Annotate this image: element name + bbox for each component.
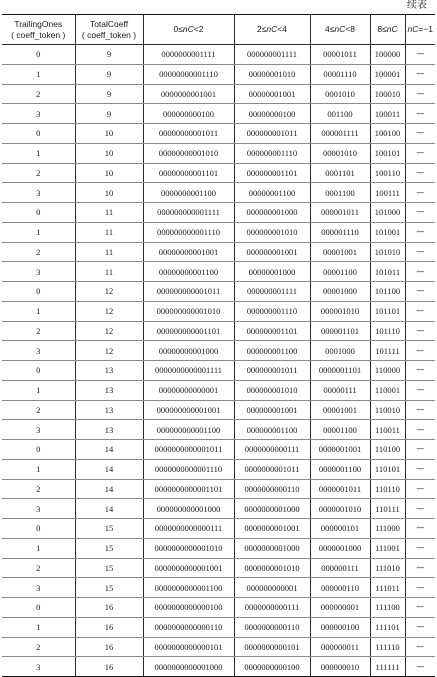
trailing-ones-cell: 3 <box>2 499 75 519</box>
trailing-ones-cell: 2 <box>2 400 75 420</box>
code-nc-0-2-cell: 00000000001000 <box>143 341 234 361</box>
code-nc-0-2-cell: 0000000000001100 <box>143 578 234 598</box>
trailing-ones-cell: 0 <box>2 203 75 223</box>
code-nc-minus-1-cell: — <box>405 598 435 618</box>
total-coeff-cell: 11 <box>75 262 143 282</box>
table-row <box>2 578 435 598</box>
table-row <box>2 538 435 558</box>
code-nc-minus-1-cell: — <box>405 578 435 598</box>
total-coeff-cell: 13 <box>75 361 143 381</box>
code-nc-2-4-cell: 0000000000101 <box>234 637 310 657</box>
code-nc-8-up-cell: 100110 <box>370 163 405 183</box>
code-nc-0-2-cell: 00000000000001 <box>143 380 234 400</box>
table-row <box>2 64 435 84</box>
code-nc-2-4-cell: 000000001110 <box>234 301 310 321</box>
total-coeff-cell: 13 <box>75 400 143 420</box>
code-nc-0-2-cell: 000000000001101 <box>143 321 234 341</box>
total-coeff-cell: 9 <box>75 64 143 84</box>
table-row <box>2 499 435 519</box>
code-nc-8-up-cell: 110011 <box>370 420 405 440</box>
code-nc-0-2-cell: 000000000001100 <box>143 420 234 440</box>
header-range-8-up <box>370 15 405 45</box>
code-nc-minus-1-cell: — <box>405 183 435 203</box>
code-nc-0-2-cell: 0000000000000101 <box>143 637 234 657</box>
code-nc-0-2-cell: 000000000100 <box>143 104 234 124</box>
code-nc-minus-1-cell: — <box>405 459 435 479</box>
code-nc-2-4-cell: 000000001000 <box>234 203 310 223</box>
code-nc-0-2-cell: 00000000001101 <box>143 163 234 183</box>
code-nc-4-8-cell: 000000101 <box>310 519 370 539</box>
total-coeff-cell: 10 <box>75 143 143 163</box>
total-coeff-cell: 13 <box>75 380 143 400</box>
trailing-ones-cell: 2 <box>2 163 75 183</box>
code-nc-4-8-cell: 0001100 <box>310 183 370 203</box>
code-nc-0-2-cell: 0000000001001 <box>143 84 234 104</box>
code-nc-8-up-cell: 101101 <box>370 301 405 321</box>
trailing-ones-cell: 3 <box>2 657 75 677</box>
code-nc-8-up-cell: 111100 <box>370 598 405 618</box>
code-nc-8-up-cell: 100010 <box>370 84 405 104</box>
table-row <box>2 657 435 677</box>
code-nc-4-8-cell: 00000111 <box>310 380 370 400</box>
table-row <box>2 637 435 657</box>
code-nc-2-4-cell: 0000000000110 <box>234 617 310 637</box>
total-coeff-cell: 9 <box>75 84 143 104</box>
code-nc-2-4-cell: 0000000000111 <box>234 598 310 618</box>
code-nc-8-up-cell: 100111 <box>370 183 405 203</box>
code-nc-minus-1-cell: — <box>405 282 435 302</box>
total-coeff-cell: 12 <box>75 301 143 321</box>
code-nc-2-4-cell: 000000001110 <box>234 143 310 163</box>
code-nc-minus-1-cell: — <box>405 203 435 223</box>
code-nc-4-8-cell: 00001100 <box>310 262 370 282</box>
code-nc-8-up-cell: 111110 <box>370 637 405 657</box>
table-row <box>2 440 435 460</box>
trailing-ones-cell: 1 <box>2 64 75 84</box>
total-coeff-cell: 12 <box>75 282 143 302</box>
code-nc-minus-1-cell: — <box>405 558 435 578</box>
code-nc-8-up-cell: 110101 <box>370 459 405 479</box>
range-post: <2 <box>193 24 204 34</box>
code-nc-2-4-cell: 00000001000 <box>234 262 310 282</box>
range-var: nC <box>334 24 346 34</box>
code-nc-4-8-cell: 0000001001 <box>310 440 370 460</box>
header-range-2-4 <box>234 15 310 45</box>
header-row <box>2 15 435 45</box>
table-row <box>2 341 435 361</box>
range-var: nC <box>386 24 398 34</box>
code-nc-4-8-cell: 000000100 <box>310 617 370 637</box>
code-nc-4-8-cell: 0001101 <box>310 163 370 183</box>
code-nc-4-8-cell: 00001010 <box>310 143 370 163</box>
code-nc-2-4-cell: 000000001001 <box>234 242 310 262</box>
code-nc-8-up-cell: 100011 <box>370 104 405 124</box>
code-nc-2-4-cell: 000000001101 <box>234 163 310 183</box>
code-nc-8-up-cell: 111101 <box>370 617 405 637</box>
trailing-ones-cell: 0 <box>2 282 75 302</box>
code-nc-8-up-cell: 111010 <box>370 558 405 578</box>
code-nc-minus-1-cell: — <box>405 124 435 144</box>
code-nc-2-4-cell: 000000001111 <box>234 45 310 65</box>
trailing-ones-cell: 1 <box>2 538 75 558</box>
code-nc-8-up-cell: 100101 <box>370 143 405 163</box>
code-nc-8-up-cell: 101010 <box>370 242 405 262</box>
code-nc-8-up-cell: 111001 <box>370 538 405 558</box>
trailing-ones-cell: 0 <box>2 519 75 539</box>
code-nc-minus-1-cell: — <box>405 163 435 183</box>
code-nc-2-4-cell: 000000001001 <box>234 400 310 420</box>
trailing-ones-cell: 3 <box>2 420 75 440</box>
table-row <box>2 143 435 163</box>
table-row <box>2 124 435 144</box>
code-nc-minus-1-cell: — <box>405 64 435 84</box>
code-nc-2-4-cell: 000000001010 <box>234 222 310 242</box>
trailing-ones-cell: 2 <box>2 479 75 499</box>
code-nc-4-8-cell: 0001000 <box>310 341 370 361</box>
code-nc-minus-1-cell: — <box>405 420 435 440</box>
code-nc-0-2-cell: 0000000000001011 <box>143 440 234 460</box>
trailing-ones-cell: 2 <box>2 84 75 104</box>
code-nc-minus-1-cell: — <box>405 104 435 124</box>
header-trailing-ones-line2: ( coeff_token ) <box>11 29 66 40</box>
code-nc-2-4-cell: 000000001101 <box>234 321 310 341</box>
total-coeff-cell: 9 <box>75 45 143 65</box>
trailing-ones-cell: 3 <box>2 104 75 124</box>
trailing-ones-cell: 0 <box>2 440 75 460</box>
code-nc-0-2-cell: 0000000000001001 <box>143 558 234 578</box>
total-coeff-cell: 10 <box>75 163 143 183</box>
code-nc-4-8-cell: 0000001011 <box>310 479 370 499</box>
code-nc-8-up-cell: 100000 <box>370 45 405 65</box>
trailing-ones-cell: 0 <box>2 598 75 618</box>
trailing-ones-cell: 3 <box>2 262 75 282</box>
total-coeff-cell: 16 <box>75 637 143 657</box>
code-nc-8-up-cell: 101011 <box>370 262 405 282</box>
code-nc-4-8-cell: 00001110 <box>310 64 370 84</box>
total-coeff-cell: 14 <box>75 499 143 519</box>
code-nc-4-8-cell: 000000110 <box>310 578 370 598</box>
code-nc-2-4-cell: 000000001100 <box>234 341 310 361</box>
range-post: <8 <box>345 24 355 34</box>
code-nc-2-4-cell: 00000001100 <box>234 183 310 203</box>
trailing-ones-cell: 3 <box>2 183 75 203</box>
range-pre: 2≤ <box>257 24 267 34</box>
code-nc-2-4-cell: 0000000000110 <box>234 479 310 499</box>
code-nc-4-8-cell: 00001001 <box>310 242 370 262</box>
range-var: nC <box>266 24 278 34</box>
code-nc-2-4-cell: 00000001010 <box>234 64 310 84</box>
trailing-ones-cell: 3 <box>2 578 75 598</box>
table-row <box>2 558 435 578</box>
code-nc-4-8-cell: 000001110 <box>310 222 370 242</box>
code-nc-2-4-cell: 0000000001011 <box>234 459 310 479</box>
code-nc-4-8-cell: 001100 <box>310 104 370 124</box>
trailing-ones-cell: 0 <box>2 124 75 144</box>
code-nc-2-4-cell: 000000001010 <box>234 380 310 400</box>
total-coeff-cell: 10 <box>75 124 143 144</box>
coeff-token-table <box>2 14 435 677</box>
total-coeff-cell: 15 <box>75 578 143 598</box>
total-coeff-cell: 16 <box>75 617 143 637</box>
code-nc-4-8-cell: 0000001000 <box>310 538 370 558</box>
code-nc-0-2-cell: 000000000001010 <box>143 301 234 321</box>
code-nc-minus-1-cell: — <box>405 45 435 65</box>
code-nc-2-4-cell: 0000000000100 <box>234 657 310 677</box>
code-nc-minus-1-cell: — <box>405 617 435 637</box>
code-nc-8-up-cell: 101000 <box>370 203 405 223</box>
header-range-minus-1 <box>405 15 435 45</box>
code-nc-0-2-cell: 0000000000000110 <box>143 617 234 637</box>
table-body <box>2 45 435 677</box>
trailing-ones-cell: 3 <box>2 341 75 361</box>
total-coeff-cell: 16 <box>75 657 143 677</box>
table-row <box>2 183 435 203</box>
total-coeff-cell: 9 <box>75 104 143 124</box>
code-nc-4-8-cell: 00001000 <box>310 282 370 302</box>
code-nc-minus-1-cell: — <box>405 262 435 282</box>
table-row <box>2 222 435 242</box>
table-row <box>2 617 435 637</box>
code-nc-8-up-cell: 110000 <box>370 361 405 381</box>
trailing-ones-cell: 1 <box>2 617 75 637</box>
table-row <box>2 380 435 400</box>
total-coeff-cell: 11 <box>75 203 143 223</box>
code-nc-0-2-cell: 0000000001111 <box>143 45 234 65</box>
code-nc-8-up-cell: 100100 <box>370 124 405 144</box>
range-pre: 4≤ <box>325 24 335 34</box>
code-nc-2-4-cell: 000000001011 <box>234 124 310 144</box>
table-row <box>2 282 435 302</box>
table-row <box>2 104 435 124</box>
code-nc-8-up-cell: 110110 <box>370 479 405 499</box>
code-nc-4-8-cell: 0000001101 <box>310 361 370 381</box>
code-nc-8-up-cell: 101001 <box>370 222 405 242</box>
code-nc-8-up-cell: 110100 <box>370 440 405 460</box>
code-nc-4-8-cell: 000000001 <box>310 598 370 618</box>
code-nc-minus-1-cell: — <box>405 380 435 400</box>
total-coeff-cell: 15 <box>75 558 143 578</box>
code-nc-2-4-cell: 000000001100 <box>234 420 310 440</box>
code-nc-4-8-cell: 000000010 <box>310 657 370 677</box>
code-nc-minus-1-cell: — <box>405 637 435 657</box>
code-nc-8-up-cell: 101100 <box>370 282 405 302</box>
code-nc-8-up-cell: 111011 <box>370 578 405 598</box>
code-nc-8-up-cell: 110010 <box>370 400 405 420</box>
code-nc-4-8-cell: 0000001100 <box>310 459 370 479</box>
header-trailing-ones-line1: TrailingOnes <box>14 18 63 29</box>
code-nc-minus-1-cell: — <box>405 341 435 361</box>
code-nc-4-8-cell: 00001001 <box>310 400 370 420</box>
code-nc-4-8-cell: 000001010 <box>310 301 370 321</box>
code-nc-2-4-cell: 0000000001000 <box>234 499 310 519</box>
code-nc-minus-1-cell: — <box>405 301 435 321</box>
range-var: nC <box>407 24 419 34</box>
code-nc-2-4-cell: 0000000001010 <box>234 558 310 578</box>
total-coeff-cell: 12 <box>75 341 143 361</box>
table-row <box>2 45 435 65</box>
code-nc-2-4-cell: 000000001011 <box>234 361 310 381</box>
code-nc-0-2-cell: 000000000001110 <box>143 222 234 242</box>
code-nc-minus-1-cell: — <box>405 657 435 677</box>
code-nc-0-2-cell: 0000000000000111 <box>143 519 234 539</box>
total-coeff-cell: 14 <box>75 479 143 499</box>
total-coeff-cell: 12 <box>75 321 143 341</box>
trailing-ones-cell: 2 <box>2 637 75 657</box>
code-nc-0-2-cell: 000000000001011 <box>143 282 234 302</box>
trailing-ones-cell: 1 <box>2 222 75 242</box>
header-range-0-2 <box>143 15 234 45</box>
code-nc-4-8-cell: 0000001010 <box>310 499 370 519</box>
code-nc-4-8-cell: 000001011 <box>310 203 370 223</box>
code-nc-minus-1-cell: — <box>405 321 435 341</box>
header-range-4-8 <box>310 15 370 45</box>
code-nc-0-2-cell: 000000000001111 <box>143 203 234 223</box>
range-post: <4 <box>277 24 287 34</box>
code-nc-4-8-cell: 000000011 <box>310 637 370 657</box>
code-nc-minus-1-cell: — <box>405 440 435 460</box>
total-coeff-cell: 10 <box>75 183 143 203</box>
code-nc-8-up-cell: 101110 <box>370 321 405 341</box>
range-pre: 8≤ <box>377 24 387 34</box>
trailing-ones-cell: 2 <box>2 558 75 578</box>
code-nc-2-4-cell: 00000001001 <box>234 84 310 104</box>
table-row <box>2 163 435 183</box>
code-nc-minus-1-cell: — <box>405 222 435 242</box>
total-coeff-cell: 13 <box>75 420 143 440</box>
table-row <box>2 400 435 420</box>
table-row <box>2 321 435 341</box>
code-nc-0-2-cell: 00000000001011 <box>143 124 234 144</box>
code-nc-0-2-cell: 00000000001100 <box>143 262 234 282</box>
code-nc-8-up-cell: 111111 <box>370 657 405 677</box>
header-total-coeff-line1: TotalCoeff <box>89 18 129 29</box>
range-post: =−1 <box>418 24 434 34</box>
code-nc-minus-1-cell: — <box>405 519 435 539</box>
code-nc-0-2-cell: 00000000001001 <box>143 242 234 262</box>
code-nc-0-2-cell: 0000000000001111 <box>143 361 234 381</box>
trailing-ones-cell: 1 <box>2 380 75 400</box>
trailing-ones-cell: 0 <box>2 45 75 65</box>
continued-caption: 续表 <box>407 0 427 11</box>
code-nc-8-up-cell: 110001 <box>370 380 405 400</box>
table-row <box>2 203 435 223</box>
code-nc-minus-1-cell: — <box>405 84 435 104</box>
table-row <box>2 519 435 539</box>
total-coeff-cell: 11 <box>75 242 143 262</box>
code-nc-minus-1-cell: — <box>405 538 435 558</box>
code-nc-2-4-cell: 000000001111 <box>234 282 310 302</box>
code-nc-2-4-cell: 00000000100 <box>234 104 310 124</box>
total-coeff-cell: 11 <box>75 222 143 242</box>
range-var: nC <box>182 24 194 34</box>
table-row <box>2 420 435 440</box>
code-nc-0-2-cell: 0000000000001010 <box>143 538 234 558</box>
code-nc-4-8-cell: 000001111 <box>310 124 370 144</box>
code-nc-0-2-cell: 000000000001000 <box>143 499 234 519</box>
table-row <box>2 301 435 321</box>
code-nc-0-2-cell: 00000000001010 <box>143 143 234 163</box>
code-nc-0-2-cell: 00000000001110 <box>143 64 234 84</box>
table-row <box>2 459 435 479</box>
header-total-coeff-line2: ( coeff_token ) <box>81 29 137 40</box>
trailing-ones-cell: 1 <box>2 459 75 479</box>
code-nc-0-2-cell: 0000000001100 <box>143 183 234 203</box>
range-pre: 0≤ <box>173 24 183 34</box>
code-nc-minus-1-cell: — <box>405 499 435 519</box>
code-nc-0-2-cell: 000000000001001 <box>143 400 234 420</box>
table-row <box>2 84 435 104</box>
trailing-ones-cell: 2 <box>2 321 75 341</box>
code-nc-2-4-cell: 0000000000111 <box>234 440 310 460</box>
code-nc-8-up-cell: 101111 <box>370 341 405 361</box>
table-row <box>2 598 435 618</box>
total-coeff-cell: 16 <box>75 598 143 618</box>
table-header <box>2 15 435 45</box>
total-coeff-cell: 14 <box>75 440 143 460</box>
code-nc-2-4-cell: 0000000001001 <box>234 519 310 539</box>
code-nc-8-up-cell: 100001 <box>370 64 405 84</box>
code-nc-2-4-cell: 000000000001 <box>234 578 310 598</box>
total-coeff-cell: 15 <box>75 519 143 539</box>
table-row <box>2 242 435 262</box>
code-nc-4-8-cell: 0001010 <box>310 84 370 104</box>
code-nc-2-4-cell: 0000000001000 <box>234 538 310 558</box>
table-row <box>2 479 435 499</box>
code-nc-minus-1-cell: — <box>405 479 435 499</box>
code-nc-0-2-cell: 0000000000000100 <box>143 598 234 618</box>
code-nc-0-2-cell: 0000000000001000 <box>143 657 234 677</box>
code-nc-minus-1-cell: — <box>405 143 435 163</box>
code-nc-4-8-cell: 000001101 <box>310 321 370 341</box>
total-coeff-cell: 14 <box>75 459 143 479</box>
table-row <box>2 262 435 282</box>
code-nc-minus-1-cell: — <box>405 361 435 381</box>
table-row <box>2 361 435 381</box>
code-nc-8-up-cell: 111000 <box>370 519 405 539</box>
trailing-ones-cell: 0 <box>2 361 75 381</box>
code-nc-4-8-cell: 000000111 <box>310 558 370 578</box>
code-nc-0-2-cell: 0000000000001110 <box>143 459 234 479</box>
code-nc-8-up-cell: 110111 <box>370 499 405 519</box>
header-trailing-ones <box>2 15 75 45</box>
header-total-coeff <box>75 15 143 45</box>
code-nc-4-8-cell: 00001011 <box>310 45 370 65</box>
trailing-ones-cell: 1 <box>2 301 75 321</box>
trailing-ones-cell: 1 <box>2 143 75 163</box>
code-nc-minus-1-cell: — <box>405 400 435 420</box>
total-coeff-cell: 15 <box>75 538 143 558</box>
code-nc-minus-1-cell: — <box>405 242 435 262</box>
trailing-ones-cell: 2 <box>2 242 75 262</box>
code-nc-4-8-cell: 00001100 <box>310 420 370 440</box>
code-nc-0-2-cell: 0000000000001101 <box>143 479 234 499</box>
